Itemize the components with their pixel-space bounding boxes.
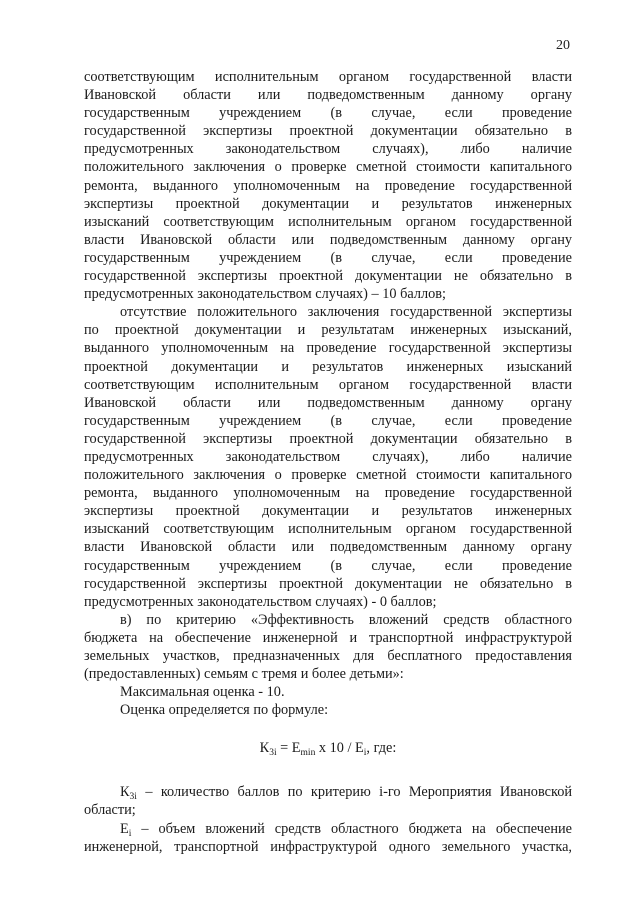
text-line: (предоставленных) семьям с тремя и более детьми»: [84, 666, 404, 683]
text-line: ремонта, выданного уполномоченным на проведение государственной [84, 485, 572, 502]
formula-emin-subscript: min [300, 748, 316, 759]
def-k-subscript: 3i [129, 792, 137, 803]
text-line: земельных участков, предназначенных для бесплатного предоставления [84, 648, 572, 664]
text-line: государственной экспертизы проектной документации обязательно в [84, 123, 572, 140]
page-number: 20 [556, 38, 570, 53]
def-e-text: – объем вложений средств областного бюджета на обеспечение [131, 820, 572, 837]
definition-k [84, 783, 572, 819]
text-line: инженерной, транспортной инфраструктурой одного земельного участка, [84, 838, 572, 855]
text-line: изысканий соответствующим исполнительным органом государственной [84, 521, 572, 538]
text-line: предусмотренных законодательством случаях), либо наличие [84, 141, 572, 158]
text-line: государственным учреждением (в случае, если проведение [84, 105, 572, 122]
text-line: ремонта, выданного уполномоченным на проведение государственной [84, 177, 572, 194]
text-line: государственной экспертизы проектной документации обязательно в [84, 430, 572, 447]
text-line: соответствующим исполнительным органом государственной власти [84, 376, 572, 393]
text-line: по проектной документации и результатам инженерных изысканий, [84, 322, 572, 339]
text-line: выданного уполномоченным на проведение государственной экспертизы [84, 340, 572, 357]
definition-e [84, 820, 572, 856]
text-line: соответствующим исполнительным органом государственной власти [84, 69, 572, 85]
text-line: бюджета на обеспечение инженерной и транспортной инфраструктурой [84, 629, 572, 646]
def-k-text: – количество баллов по критерию i-го Мероприятия Ивановской [136, 784, 572, 801]
formula-ei-subscript: i [363, 748, 367, 759]
text-line: экспертизы проектной документации и результатов инженерных [84, 195, 572, 212]
paragraph-criterion-v [84, 611, 572, 683]
text-line: государственной экспертизы проектной документации не обязательно в [84, 268, 572, 285]
def-e-subscript: i [128, 828, 132, 839]
formula-intro-line: Оценка определяется по формуле: [120, 702, 329, 719]
formula-middle: x 10 / E [315, 740, 364, 757]
paragraph-no-conclusion [84, 303, 572, 611]
paragraph-continuation [84, 68, 572, 303]
text-line: государственным учреждением (в случае, если проведение [84, 557, 572, 574]
text-line: предусмотренных законодательством случаях) - 0 баллов; [84, 593, 437, 610]
text-line: проектной документации и результатов инженерных изысканий [84, 358, 572, 375]
formula-end: , где: [366, 740, 397, 757]
text-line: Ивановской области или подведомственным данному органу [84, 87, 572, 104]
formula-k: К [259, 740, 270, 757]
def-k-symbol: К [120, 784, 130, 801]
text-line: области; [84, 802, 136, 819]
text-line: власти Ивановской области или подведомственным данному органу [84, 539, 572, 556]
text-line: положительного заключения о проверке сметной стоимости капитального [84, 159, 572, 176]
text-line: власти Ивановской области или подведомственным данному органу [84, 231, 572, 248]
text-line: государственной экспертизы проектной документации не обязательно в [84, 575, 572, 592]
text-line [84, 820, 572, 838]
text-line: предусмотренных законодательством случаях) – 10 баллов; [84, 286, 446, 303]
text-line: в) по критерию «Эффективность вложений средств областного [120, 611, 572, 628]
text-line: положительного заключения о проверке сметной стоимости капитального [84, 467, 572, 484]
text-line: государственным учреждением (в случае, если проведение [84, 412, 572, 429]
formula-k-subscript: 3i [269, 748, 277, 759]
formula [84, 739, 572, 761]
text-line: экспертизы проектной документации и результатов инженерных [84, 503, 572, 520]
formula-equals-e: = E [276, 740, 301, 757]
text-line [84, 783, 572, 801]
text-line: изысканий соответствующим исполнительным органом государственной [84, 213, 572, 230]
text-line: предусмотренных законодательством случаях), либо наличие [84, 448, 572, 465]
text-line: отсутствие положительного заключения государственной экспертизы [120, 304, 572, 321]
max-score-line: Максимальная оценка - 10. [120, 684, 285, 701]
document-body [84, 68, 572, 856]
text-line: Ивановской области или подведомственным данному органу [84, 394, 572, 411]
text-line: государственным учреждением (в случае, если проведение [84, 249, 572, 266]
def-e-symbol: E [120, 820, 129, 837]
